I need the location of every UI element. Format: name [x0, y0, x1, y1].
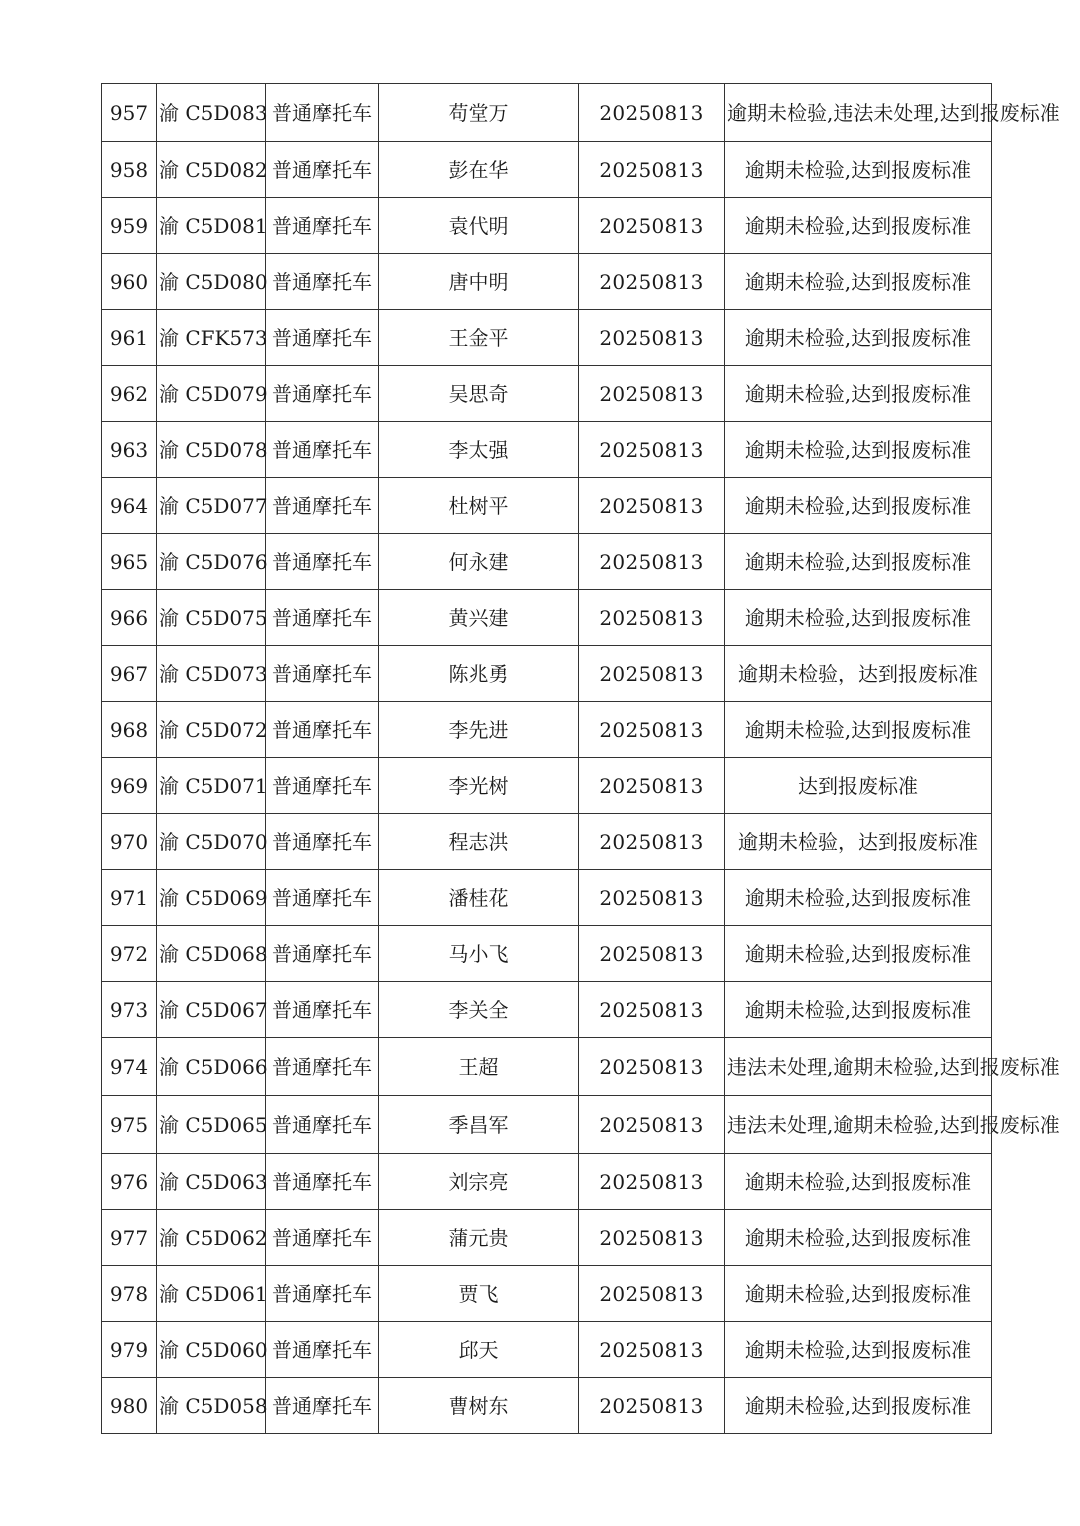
vehicle-type: 普通摩托车: [266, 1210, 379, 1266]
row-number: 967: [102, 646, 157, 702]
status-text: 逾期未检验,达到报废标准: [725, 142, 992, 198]
record-date: 20250813: [579, 1378, 725, 1434]
owner-name: 黄兴建: [379, 590, 579, 646]
status-text: 违法未处理,逾期未检验,达到报废标准: [725, 1038, 992, 1096]
table-row: [102, 590, 992, 646]
row-number: 978: [102, 1266, 157, 1322]
owner-name: 彭在华: [379, 142, 579, 198]
owner-name: 苟堂万: [379, 84, 579, 142]
row-number: 970: [102, 814, 157, 870]
record-date: 20250813: [579, 814, 725, 870]
plate-number: 渝 C5D061: [157, 1266, 266, 1322]
owner-name: 唐中明: [379, 254, 579, 310]
table-row: [102, 646, 992, 702]
record-date: 20250813: [579, 1210, 725, 1266]
record-date: 20250813: [579, 1322, 725, 1378]
table-row: [102, 84, 992, 142]
row-number: 969: [102, 758, 157, 814]
record-date: 20250813: [579, 310, 725, 366]
record-date: 20250813: [579, 870, 725, 926]
vehicle-type: 普通摩托车: [266, 84, 379, 142]
record-date: 20250813: [579, 422, 725, 478]
vehicle-type: 普通摩托车: [266, 534, 379, 590]
plate-number: 渝 C5D070: [157, 814, 266, 870]
status-text: 逾期未检验,违法未处理,达到报废标准: [725, 84, 992, 142]
vehicle-type: 普通摩托车: [266, 142, 379, 198]
row-number: 973: [102, 982, 157, 1038]
status-text: 逾期未检验,达到报废标准: [725, 1378, 992, 1434]
row-number: 979: [102, 1322, 157, 1378]
plate-number: 渝 C5D062: [157, 1210, 266, 1266]
row-number: 968: [102, 702, 157, 758]
owner-name: 马小飞: [379, 926, 579, 982]
status-text: 逾期未检验,达到报废标准: [725, 1322, 992, 1378]
table-row: [102, 478, 992, 534]
plate-number: 渝 C5D068: [157, 926, 266, 982]
vehicle-records-table: [101, 83, 1060, 1434]
plate-number: 渝 C5D058: [157, 1378, 266, 1434]
record-date: 20250813: [579, 1038, 725, 1096]
record-date: 20250813: [579, 534, 725, 590]
owner-name: 李先进: [379, 702, 579, 758]
vehicle-type: 普通摩托车: [266, 926, 379, 982]
plate-number: 渝 C5D073: [157, 646, 266, 702]
status-text: 逾期未检验,达到报废标准: [725, 254, 992, 310]
vehicle-type: 普通摩托车: [266, 1322, 379, 1378]
owner-name: 陈兆勇: [379, 646, 579, 702]
row-number: 958: [102, 142, 157, 198]
owner-name: 李关全: [379, 982, 579, 1038]
record-date: 20250813: [579, 366, 725, 422]
owner-name: 程志洪: [379, 814, 579, 870]
vehicle-type: 普通摩托车: [266, 646, 379, 702]
vehicle-type: 普通摩托车: [266, 814, 379, 870]
row-number: 971: [102, 870, 157, 926]
record-date: 20250813: [579, 478, 725, 534]
vehicle-type: 普通摩托车: [266, 422, 379, 478]
row-number: 976: [102, 1154, 157, 1210]
status-text: 达到报废标准: [725, 758, 992, 814]
status-text: 逾期未检验,达到报废标准: [725, 702, 992, 758]
row-number: 965: [102, 534, 157, 590]
table-row: [102, 1378, 992, 1434]
table-row: [102, 982, 992, 1038]
status-text: 逾期未检验,达到报废标准: [725, 1266, 992, 1322]
record-date: 20250813: [579, 254, 725, 310]
row-number: 980: [102, 1378, 157, 1434]
plate-number: 渝 C5D072: [157, 702, 266, 758]
owner-name: 杜树平: [379, 478, 579, 534]
row-number: 963: [102, 422, 157, 478]
owner-name: 何永建: [379, 534, 579, 590]
plate-number: 渝 C5D077: [157, 478, 266, 534]
record-date: 20250813: [579, 702, 725, 758]
owner-name: 潘桂花: [379, 870, 579, 926]
table-row: [102, 142, 992, 198]
record-date: 20250813: [579, 646, 725, 702]
vehicle-type: 普通摩托车: [266, 1038, 379, 1096]
owner-name: 王金平: [379, 310, 579, 366]
owner-name: 邱天: [379, 1322, 579, 1378]
status-text: 逾期未检验，达到报废标准: [725, 814, 992, 870]
row-number: 957: [102, 84, 157, 142]
vehicle-type: 普通摩托车: [266, 1154, 379, 1210]
plate-number: 渝 CFK573: [157, 310, 266, 366]
table-row: [102, 198, 992, 254]
owner-name: 曹树东: [379, 1378, 579, 1434]
row-number: 962: [102, 366, 157, 422]
plate-number: 渝 C5D067: [157, 982, 266, 1038]
owner-name: 李光树: [379, 758, 579, 814]
vehicle-type: 普通摩托车: [266, 982, 379, 1038]
table-row: [102, 1266, 992, 1322]
table-row: [102, 366, 992, 422]
plate-number: 渝 C5D076: [157, 534, 266, 590]
table-row: [102, 1038, 992, 1096]
table-row: [102, 814, 992, 870]
table-row: [102, 926, 992, 982]
row-number: 966: [102, 590, 157, 646]
status-text: 逾期未检验，达到报废标准: [725, 646, 992, 702]
table-row: [102, 1210, 992, 1266]
table-row: [102, 422, 992, 478]
record-date: 20250813: [579, 1266, 725, 1322]
plate-number: 渝 C5D071: [157, 758, 266, 814]
row-number: 974: [102, 1038, 157, 1096]
row-number: 975: [102, 1096, 157, 1154]
record-date: 20250813: [579, 84, 725, 142]
plate-number: 渝 C5D082: [157, 142, 266, 198]
vehicle-type: 普通摩托车: [266, 310, 379, 366]
status-text: 逾期未检验,达到报废标准: [725, 870, 992, 926]
row-number: 959: [102, 198, 157, 254]
table-row: [102, 534, 992, 590]
owner-name: 刘宗亮: [379, 1154, 579, 1210]
vehicle-type: 普通摩托车: [266, 1378, 379, 1434]
record-date: 20250813: [579, 590, 725, 646]
vehicle-type: 普通摩托车: [266, 702, 379, 758]
status-text: 逾期未检验,达到报废标准: [725, 310, 992, 366]
vehicle-type: 普通摩托车: [266, 870, 379, 926]
owner-name: 吴思奇: [379, 366, 579, 422]
plate-number: 渝 C5D063: [157, 1154, 266, 1210]
record-date: 20250813: [579, 1154, 725, 1210]
table-row: [102, 1096, 992, 1154]
plate-number: 渝 C5D066: [157, 1038, 266, 1096]
plate-number: 渝 C5D075: [157, 590, 266, 646]
row-number: 977: [102, 1210, 157, 1266]
vehicle-type: 普通摩托车: [266, 254, 379, 310]
vehicle-type: 普通摩托车: [266, 590, 379, 646]
vehicle-type: 普通摩托车: [266, 198, 379, 254]
row-number: 961: [102, 310, 157, 366]
table-row: [102, 870, 992, 926]
status-text: 逾期未检验,达到报废标准: [725, 1154, 992, 1210]
record-date: 20250813: [579, 982, 725, 1038]
plate-number: 渝 C5D060: [157, 1322, 266, 1378]
table-row: [102, 702, 992, 758]
vehicle-type: 普通摩托车: [266, 1096, 379, 1154]
table-row: [102, 1322, 992, 1378]
plate-number: 渝 C5D069: [157, 870, 266, 926]
plate-number: 渝 C5D078: [157, 422, 266, 478]
record-date: 20250813: [579, 926, 725, 982]
record-date: 20250813: [579, 758, 725, 814]
status-text: 逾期未检验,达到报废标准: [725, 422, 992, 478]
record-date: 20250813: [579, 142, 725, 198]
table-row: [102, 254, 992, 310]
owner-name: 季昌军: [379, 1096, 579, 1154]
status-text: 逾期未检验,达到报废标准: [725, 198, 992, 254]
record-date: 20250813: [579, 1096, 725, 1154]
status-text: 逾期未检验,达到报废标准: [725, 478, 992, 534]
vehicle-type: 普通摩托车: [266, 366, 379, 422]
status-text: 逾期未检验,达到报废标准: [725, 366, 992, 422]
owner-name: 蒲元贵: [379, 1210, 579, 1266]
table-row: [102, 758, 992, 814]
table-row: [102, 310, 992, 366]
plate-number: 渝 C5D081: [157, 198, 266, 254]
plate-number: 渝 C5D065: [157, 1096, 266, 1154]
status-text: 逾期未检验,达到报废标准: [725, 926, 992, 982]
vehicle-type: 普通摩托车: [266, 758, 379, 814]
owner-name: 王超: [379, 1038, 579, 1096]
row-number: 972: [102, 926, 157, 982]
plate-number: 渝 C5D083: [157, 84, 266, 142]
plate-number: 渝 C5D080: [157, 254, 266, 310]
owner-name: 贾飞: [379, 1266, 579, 1322]
vehicle-type: 普通摩托车: [266, 1266, 379, 1322]
table-body: [102, 84, 1060, 1434]
table-row: [102, 1154, 992, 1210]
status-text: 逾期未检验,达到报废标准: [725, 1210, 992, 1266]
plate-number: 渝 C5D079: [157, 366, 266, 422]
status-text: 违法未处理,逾期未检验,达到报废标准: [725, 1096, 992, 1154]
vehicle-type: 普通摩托车: [266, 478, 379, 534]
record-date: 20250813: [579, 198, 725, 254]
status-text: 逾期未检验,达到报废标准: [725, 534, 992, 590]
status-text: 逾期未检验,达到报废标准: [725, 982, 992, 1038]
owner-name: 李太强: [379, 422, 579, 478]
owner-name: 袁代明: [379, 198, 579, 254]
row-number: 960: [102, 254, 157, 310]
row-number: 964: [102, 478, 157, 534]
status-text: 逾期未检验,达到报废标准: [725, 590, 992, 646]
